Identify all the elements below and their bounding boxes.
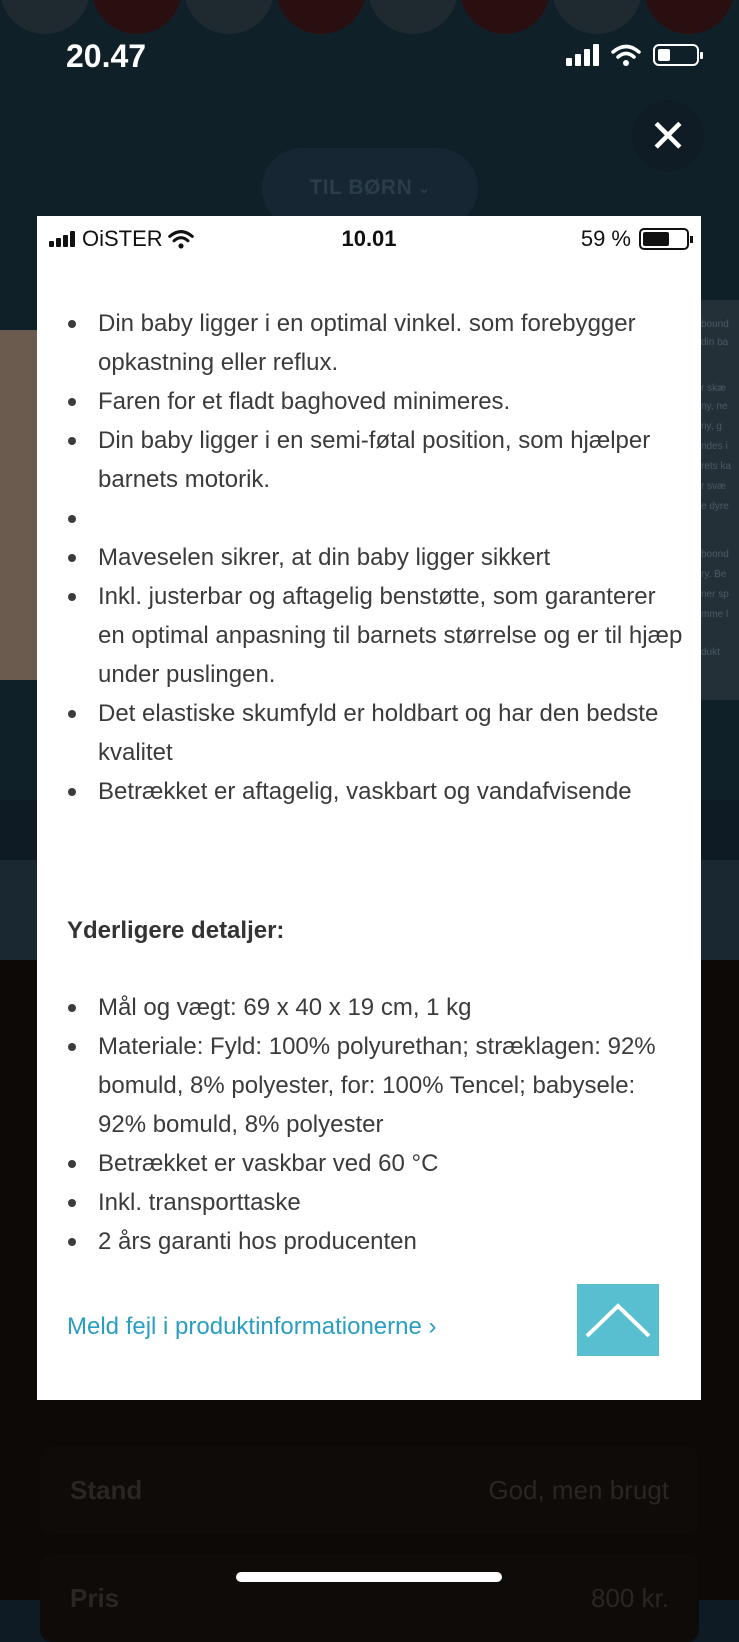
background-text: rets ka [701,461,732,472]
background-text: ny, ne [701,401,728,412]
list-item: Inkl. transporttaske [67,1183,687,1222]
details-heading: Yderligere detaljer: [67,917,285,944]
background-image [0,330,38,680]
signal-icon [566,44,599,66]
screenshot-image [37,216,701,1400]
wifi-icon [611,44,641,66]
background-text: ndes i [701,441,728,452]
background-text: bound [701,319,729,330]
close-button[interactable] [632,100,704,172]
background-text: ry. Be [701,569,727,580]
list-item: Din baby ligger i en semi-føtal position, som hjælper barnets motorik. [67,421,687,499]
list-item: Maveselen sikrer, at din baby ligger sikkert [67,538,687,577]
report-error-label: Meld fejl i produktinformationerne [67,1313,422,1340]
home-indicator[interactable] [236,1572,502,1582]
feature-list [67,304,687,811]
background-text: mme l [701,609,729,620]
background-text: ner sp [701,589,729,600]
background-text: boond [701,549,729,560]
chevron-down-icon: ⌄ [418,179,431,196]
list-item: Inkl. justerbar og aftagelig benstøtte, som garanterer en optimal anpasning til barnets størrelse og er til hjæp under puslingen. [67,577,687,694]
condition-label: Stand [70,1474,143,1505]
list-item: Mål og vægt: 69 x 40 x 19 cm, 1 kg [67,988,687,1027]
list-item: 2 års garanti hos producenten [67,1222,687,1261]
list-item: Betrækket er vaskbar ved 60 °C [67,1144,687,1183]
background-text: dukt [701,647,720,658]
chevron-up-icon [583,1300,653,1340]
status-time: 20.47 [66,38,147,74]
details-list [67,988,687,1261]
list-item [67,499,687,538]
battery-percent: 59 % [580,226,631,251]
price-value: 800 kr. [590,1582,669,1613]
condition-row [40,1446,699,1534]
list-item: Det elastiske skumfyld er holdbart og har den bedste kvalitet [67,694,687,772]
inner-status-bar [37,216,701,262]
list-item: Din baby ligger i en optimal vinkel. som forebygger opkastning eller reflux. [67,304,687,382]
background-text: din ba [701,337,729,348]
carrier-name: OiSTER [82,226,163,251]
list-item: Materiale: Fyld: 100% polyurethan; stræklagen: 92% bomuld, 8% polyester, for: 100% Tencel; babysele: 92% bomuld, 8% polyester [67,1027,687,1144]
battery-icon [639,228,689,250]
product-description [67,304,687,1261]
background-decoration [0,0,739,34]
list-item: Faren for et fladt baghoved minimeres. [67,382,687,421]
status-icons [566,44,699,66]
chevron-right-icon: › [428,1313,437,1340]
price-label: Pris [70,1582,120,1613]
list-item: Betrækket er aftagelig, vaskbart og vandafvisende [67,772,687,811]
report-error-link[interactable] [67,1313,437,1341]
inner-battery [581,226,689,252]
battery-icon [653,44,699,66]
condition-value: God, men brugt [488,1474,669,1505]
scroll-to-top-button[interactable] [577,1284,659,1356]
close-icon: ✕ [648,110,688,162]
background-text: r skæ [701,383,726,394]
background-text: r svæ [701,481,726,492]
background-text: e dyre [701,501,729,512]
category-pill-label: TIL BØRN [309,176,413,199]
background-text: ny, g [701,421,722,432]
inner-time: 10.01 [341,226,397,251]
price-row [40,1554,699,1642]
